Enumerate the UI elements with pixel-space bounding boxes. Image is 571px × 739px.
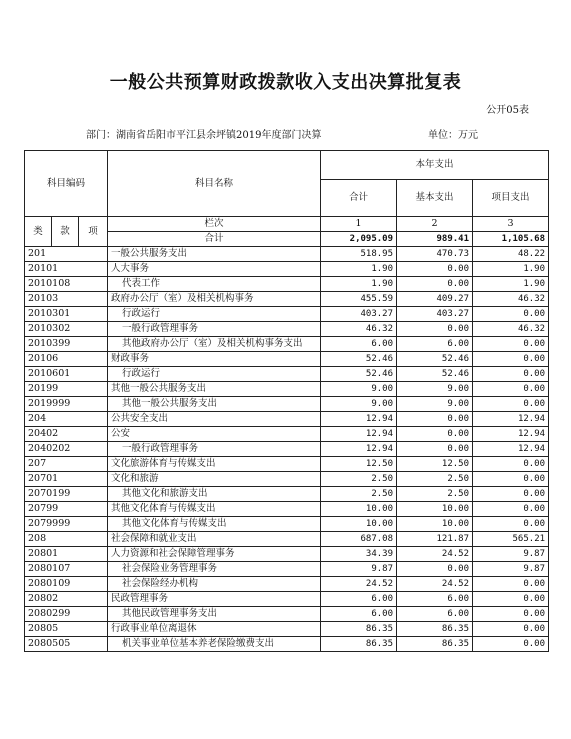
- table-row: [25, 352, 549, 367]
- row-name: 其他文化体育与传媒支出: [108, 502, 321, 517]
- table-row: [25, 517, 549, 532]
- row-project: 0.00: [473, 577, 549, 592]
- row-code: 207: [25, 457, 108, 472]
- row-project: 0.00: [473, 517, 549, 532]
- row-basic: 86.35: [397, 637, 473, 652]
- row-basic: 0.00: [397, 427, 473, 442]
- row-basic: 2.50: [397, 487, 473, 502]
- table-row: [25, 277, 549, 292]
- row-total: 12.50: [321, 457, 397, 472]
- row-name: 代表工作: [108, 277, 321, 292]
- row-name: 一般行政管理事务: [108, 442, 321, 457]
- table-row: [25, 487, 549, 502]
- row-total: 6.00: [321, 607, 397, 622]
- table-row: [25, 607, 549, 622]
- header-kuan: 款: [52, 217, 79, 247]
- row-basic: 0.00: [397, 322, 473, 337]
- column-index-2: 2: [397, 217, 473, 232]
- row-code: 2010108: [25, 277, 108, 292]
- row-name: 机关事业单位基本养老保险缴费支出: [108, 637, 321, 652]
- row-name: 社会保险经办机构: [108, 577, 321, 592]
- row-total: 46.32: [321, 322, 397, 337]
- sum-basic: 989.41: [397, 232, 473, 247]
- row-name: 公共安全支出: [108, 412, 321, 427]
- row-name: 其他文化和旅游支出: [108, 487, 321, 502]
- row-code: 2080109: [25, 577, 108, 592]
- row-basic: 86.35: [397, 622, 473, 637]
- row-project: 0.00: [473, 487, 549, 502]
- row-code: 2080107: [25, 562, 108, 577]
- row-total: 1.90: [321, 262, 397, 277]
- header-current-year: 本年支出: [321, 151, 549, 180]
- row-project: 0.00: [473, 592, 549, 607]
- row-code: 2010302: [25, 322, 108, 337]
- row-project: 0.00: [473, 352, 549, 367]
- row-project: 1.90: [473, 262, 549, 277]
- row-project: 0.00: [473, 367, 549, 382]
- table-row: [25, 322, 549, 337]
- row-project: 0.00: [473, 307, 549, 322]
- row-name: 行政运行: [108, 307, 321, 322]
- row-project: 9.87: [473, 562, 549, 577]
- row-name: 其他一般公共服务支出: [108, 397, 321, 412]
- row-basic: 6.00: [397, 607, 473, 622]
- row-project: 12.94: [473, 427, 549, 442]
- row-project: 0.00: [473, 622, 549, 637]
- row-total: 518.95: [321, 247, 397, 262]
- form-number: 公开05表: [486, 105, 529, 116]
- row-project: 0.00: [473, 397, 549, 412]
- table-row: [25, 292, 549, 307]
- row-project: 12.94: [473, 442, 549, 457]
- row-basic: 0.00: [397, 277, 473, 292]
- row-basic: 0.00: [397, 262, 473, 277]
- row-name: 文化旅游体育与传媒支出: [108, 457, 321, 472]
- row-name: 社会保障和就业支出: [108, 532, 321, 547]
- table-row: [25, 592, 549, 607]
- row-name: 行政运行: [108, 367, 321, 382]
- row-name: 人大事务: [108, 262, 321, 277]
- sum-label: 合计: [108, 232, 321, 247]
- row-basic: 0.00: [397, 412, 473, 427]
- table-row: [25, 577, 549, 592]
- row-name: 行政事业单位离退休: [108, 622, 321, 637]
- column-index-1: 1: [321, 217, 397, 232]
- row-total: 1.90: [321, 277, 397, 292]
- row-total: 86.35: [321, 622, 397, 637]
- row-total: 9.00: [321, 397, 397, 412]
- row-project: 565.21: [473, 532, 549, 547]
- row-basic: 52.46: [397, 367, 473, 382]
- table-row: [25, 382, 549, 397]
- header-code: 科目编码: [25, 151, 108, 217]
- table-row: [25, 637, 549, 652]
- row-name: 其他一般公共服务支出: [108, 382, 321, 397]
- header-lei: 类: [25, 217, 52, 247]
- table-row: [25, 532, 549, 547]
- row-name: 民政管理事务: [108, 592, 321, 607]
- row-project: 0.00: [473, 457, 549, 472]
- table-row: [25, 442, 549, 457]
- table-row: [25, 397, 549, 412]
- row-total: 687.08: [321, 532, 397, 547]
- row-basic: 121.87: [397, 532, 473, 547]
- row-project: 9.87: [473, 547, 549, 562]
- row-total: 2.50: [321, 472, 397, 487]
- row-code: 20199: [25, 382, 108, 397]
- row-code: 20802: [25, 592, 108, 607]
- row-total: 10.00: [321, 502, 397, 517]
- row-code: 208: [25, 532, 108, 547]
- row-basic: 10.00: [397, 517, 473, 532]
- row-code: 2010301: [25, 307, 108, 322]
- row-code: 2019999: [25, 397, 108, 412]
- row-total: 9.87: [321, 562, 397, 577]
- row-name: 政府办公厅（室）及相关机构事务: [108, 292, 321, 307]
- row-basic: 409.27: [397, 292, 473, 307]
- row-basic: 24.52: [397, 547, 473, 562]
- row-total: 10.00: [321, 517, 397, 532]
- table-row: [25, 262, 549, 277]
- header-project: 项目支出: [473, 180, 549, 217]
- row-code: 204: [25, 412, 108, 427]
- table-row: [25, 472, 549, 487]
- table-row: [25, 457, 549, 472]
- table-row: [25, 367, 549, 382]
- row-code: 20101: [25, 262, 108, 277]
- row-project: 0.00: [473, 472, 549, 487]
- row-basic: 2.50: [397, 472, 473, 487]
- row-project: 46.32: [473, 322, 549, 337]
- page-title: 一般公共预算财政拨款收入支出决算批复表: [109, 72, 462, 93]
- row-basic: 6.00: [397, 337, 473, 352]
- table-row: [25, 412, 549, 427]
- row-basic: 12.50: [397, 457, 473, 472]
- row-total: 86.35: [321, 637, 397, 652]
- table-row: [25, 247, 549, 262]
- row-code: 2079999: [25, 517, 108, 532]
- row-project: 0.00: [473, 502, 549, 517]
- row-project: 1.90: [473, 277, 549, 292]
- table-row: [25, 547, 549, 562]
- row-code: 20103: [25, 292, 108, 307]
- row-code: 20106: [25, 352, 108, 367]
- sum-project: 1,105.68: [473, 232, 549, 247]
- row-code: 20799: [25, 502, 108, 517]
- row-code: 201: [25, 247, 108, 262]
- table-row: [25, 502, 549, 517]
- row-total: 12.94: [321, 412, 397, 427]
- row-code: 2080299: [25, 607, 108, 622]
- row-total: 9.00: [321, 382, 397, 397]
- row-basic: 0.00: [397, 442, 473, 457]
- row-code: 20801: [25, 547, 108, 562]
- row-code: 20805: [25, 622, 108, 637]
- row-name: 财政事务: [108, 352, 321, 367]
- row-basic: 403.27: [397, 307, 473, 322]
- row-basic: 52.46: [397, 352, 473, 367]
- row-basic: 9.00: [397, 382, 473, 397]
- header-name: 科目名称: [108, 151, 321, 217]
- row-name: 人力资源和社会保障管理事务: [108, 547, 321, 562]
- row-name: 社会保险业务管理事务: [108, 562, 321, 577]
- table-row: [25, 427, 549, 442]
- row-total: 52.46: [321, 352, 397, 367]
- row-code: 2010601: [25, 367, 108, 382]
- row-basic: 0.00: [397, 562, 473, 577]
- row-project: 0.00: [473, 382, 549, 397]
- row-project: 0.00: [473, 637, 549, 652]
- row-name: 其他文化体育与传媒支出: [108, 517, 321, 532]
- row-total: 455.59: [321, 292, 397, 307]
- row-total: 12.94: [321, 427, 397, 442]
- row-total: 24.52: [321, 577, 397, 592]
- row-name: 一般行政管理事务: [108, 322, 321, 337]
- row-name: 公安: [108, 427, 321, 442]
- header-total: 合计: [321, 180, 397, 217]
- row-project: 46.32: [473, 292, 549, 307]
- table-row: [25, 307, 549, 322]
- department-label: 部门：湖南省岳阳市平江县余坪镇2019年度部门决算: [86, 130, 322, 141]
- budget-table: [24, 150, 549, 652]
- row-name: 其他政府办公厅（室）及相关机构事务支出: [108, 337, 321, 352]
- row-total: 34.39: [321, 547, 397, 562]
- row-code: 20701: [25, 472, 108, 487]
- row-basic: 9.00: [397, 397, 473, 412]
- row-project: 0.00: [473, 607, 549, 622]
- row-project: 12.94: [473, 412, 549, 427]
- row-total: 12.94: [321, 442, 397, 457]
- unit-label: 单位：万元: [428, 130, 478, 141]
- sum-total: 2,095.09: [321, 232, 397, 247]
- row-total: 6.00: [321, 337, 397, 352]
- row-basic: 6.00: [397, 592, 473, 607]
- row-project: 48.22: [473, 247, 549, 262]
- row-total: 6.00: [321, 592, 397, 607]
- row-basic: 10.00: [397, 502, 473, 517]
- row-code: 2080505: [25, 637, 108, 652]
- row-project: 0.00: [473, 337, 549, 352]
- header-xiang: 项: [79, 217, 108, 247]
- row-basic: 470.73: [397, 247, 473, 262]
- header-basic: 基本支出: [397, 180, 473, 217]
- row-code: 2010399: [25, 337, 108, 352]
- row-code: 2070199: [25, 487, 108, 502]
- row-name: 一般公共服务支出: [108, 247, 321, 262]
- column-index-label: 栏次: [108, 217, 321, 232]
- row-basic: 24.52: [397, 577, 473, 592]
- row-code: 2040202: [25, 442, 108, 457]
- row-total: 2.50: [321, 487, 397, 502]
- row-code: 20402: [25, 427, 108, 442]
- row-total: 403.27: [321, 307, 397, 322]
- column-index-3: 3: [473, 217, 549, 232]
- row-name: 文化和旅游: [108, 472, 321, 487]
- table-row: [25, 337, 549, 352]
- row-total: 52.46: [321, 367, 397, 382]
- table-row: [25, 562, 549, 577]
- table-row: [25, 622, 549, 637]
- row-name: 其他民政管理事务支出: [108, 607, 321, 622]
